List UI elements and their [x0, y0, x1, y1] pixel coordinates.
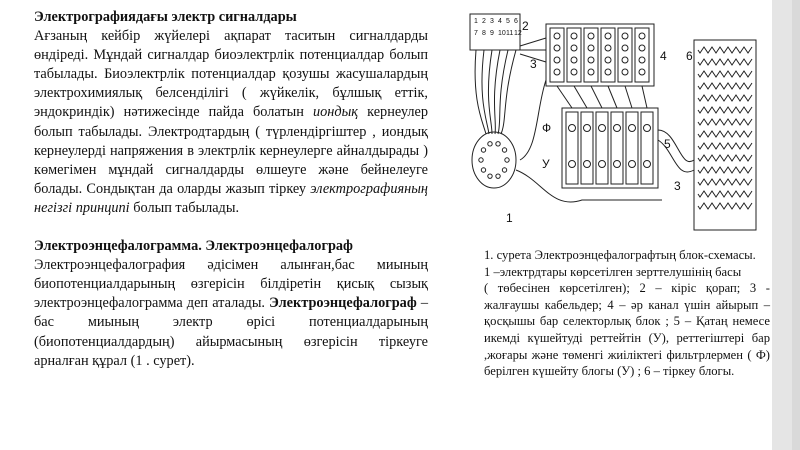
selector-switch — [639, 45, 645, 51]
eeg-trace — [698, 119, 752, 125]
right-edge-accent — [792, 0, 800, 450]
electrode — [502, 148, 506, 152]
amplifier-channel — [626, 112, 638, 184]
label-1: 1 — [506, 211, 513, 225]
amplifier-channel — [566, 112, 578, 184]
selector-switch — [588, 45, 594, 51]
filter-knob — [614, 125, 621, 132]
selector-switch — [571, 69, 577, 75]
selector-switch — [605, 33, 611, 39]
caption-items-rest: ( төбесінен көрсетілген); 2 – кіріс қорап; 3 - жалғаушы кабельдер; 4 – әр канал үшін айырып –қосқышы бар селекторлық блок ; 5 – Қатаң немесе икемді күшейтуді реттейтін (У), реттегіштері бар ,жоғары және төменгі жиіліктегі фильтрлермен ( Ф) берілген күшейту блогы (У) ; 6 – тіркеу блогы. — [484, 281, 770, 379]
selector-switch — [605, 69, 611, 75]
input-box-number: 6 — [514, 18, 518, 25]
eeg-block-diagram — [462, 10, 762, 235]
head-to-selector-wire — [520, 80, 546, 160]
input-box-number: 10 — [498, 30, 506, 37]
eeg-trace — [698, 59, 752, 65]
input-box-number: 9 — [490, 30, 494, 37]
filter-knob — [584, 125, 591, 132]
selector-switch — [588, 57, 594, 63]
selector-switch — [639, 69, 645, 75]
selector-switch — [639, 57, 645, 63]
electrode — [502, 168, 506, 172]
electrode-wire — [482, 50, 489, 134]
eeg-trace — [698, 95, 752, 101]
paragraph-biopotentials-part3: болып табылады. — [129, 199, 240, 216]
paragraph-biopotentials-part2: кернеулер болып табылады. Электродтардың ( түрлендіргіштер , иондық кернеулерді напряжения в электрлік кернеулерге айналдырады ) көмегімен мұндай сигналдарды өлшеуге және бейнелеуге болады. Сондықтан да оларды жазып тіркеу — [34, 104, 428, 197]
filter-knob — [644, 125, 651, 132]
paragraph-eeg-part1: Электроэнцефалография әдісімен алынған,бас миының биопотенциалдарының өзгерісін білдіретін қисық сызық электроэнцефалограмма деп аталады. — [34, 257, 428, 312]
label-3a: 3 — [530, 57, 537, 71]
selector-to-amplifier — [557, 86, 572, 108]
eeg-trace — [698, 107, 752, 113]
caption-title: 1. сурета Электроэнцефалографтың блок-схемасы. — [484, 248, 756, 262]
selector-channel — [618, 28, 632, 82]
selector-switch — [571, 45, 577, 51]
gain-knob — [614, 161, 621, 168]
electrode — [505, 158, 509, 162]
gain-knob — [569, 161, 576, 168]
selector-channel — [584, 28, 598, 82]
electrode — [488, 142, 492, 146]
electrode — [496, 174, 500, 178]
eeg-trace — [698, 155, 752, 161]
selector-switch — [554, 57, 560, 63]
gain-knob — [629, 161, 636, 168]
label-5: 5 — [664, 137, 671, 151]
heading-eeg: Электроэнцефалограмма. Электроэнцефалограф — [34, 238, 353, 255]
ionic-term: иондық — [313, 104, 358, 121]
selector-switch — [605, 45, 611, 51]
selector-channel — [635, 28, 649, 82]
selector-to-amplifier — [591, 86, 602, 108]
input-box-number: 2 — [482, 18, 486, 25]
electrode-wire — [501, 50, 516, 134]
amplifier-channel — [611, 112, 623, 184]
left-text-column — [34, 8, 428, 371]
input-box-number: 3 — [490, 18, 494, 25]
selector-switch — [622, 57, 628, 63]
electrography-principle-term: электрографияның негізгі принципі — [34, 180, 428, 216]
amplifier-channel — [641, 112, 653, 184]
selector-block-4 — [546, 24, 654, 86]
figure-caption — [484, 247, 770, 380]
selector-switch — [605, 57, 611, 63]
electrode — [496, 142, 500, 146]
input-box-number: 11 — [506, 30, 514, 37]
electrode — [481, 148, 485, 152]
label-u: У — [542, 157, 550, 171]
filter-knob — [599, 125, 606, 132]
gain-knob — [599, 161, 606, 168]
selector-switch — [622, 69, 628, 75]
electrode-wire — [498, 50, 508, 134]
eeg-trace — [698, 47, 752, 53]
heading-electrography-signals: Электрографиядағы электр сигналдары — [34, 9, 297, 25]
selector-switch — [622, 33, 628, 39]
eeg-trace — [698, 143, 752, 149]
input-box-number: 7 — [474, 30, 478, 37]
input-box-number: 8 — [482, 30, 486, 37]
selector-switch — [588, 33, 594, 39]
label-3b: 3 — [674, 179, 681, 193]
paragraph-biopotentials-part1: Ағзаның кейбір жүйелері ақпарат таситын сигналдарды өндіреді. Мұндай сигналдар биоэлектрлік потенциалдар болып табылады. Биоэлектрлік потенциалдар қозушы жасушалардың электрохимиялық белсенділігі ( жүйкелік, бұлшық еттік, эндокриндік) нәтижесінде пайда болатын — [34, 28, 428, 121]
label-4: 4 — [660, 49, 667, 63]
input-box-number: 5 — [506, 18, 510, 25]
paragraph-eeg-part2: –бас миының электр өрісі потенциалдарының (биопотенциалдардың) айырмасының өзгерісін тіркеуге арналған құрал (1 . сурет). — [34, 295, 428, 369]
electrode — [488, 174, 492, 178]
electrode-wire — [475, 50, 486, 134]
label-6: 6 — [686, 49, 693, 63]
eeg-trace — [698, 71, 752, 77]
eeg-device-term: Электроэнцефалограф — [269, 295, 417, 312]
selector-switch — [554, 45, 560, 51]
selector-switch — [554, 69, 560, 75]
caption-item-1: 1 –электрдтары көрсетілген зерттелушінің басы — [484, 264, 742, 279]
gain-knob — [584, 161, 591, 168]
paragraph-eeg-definition — [34, 256, 428, 371]
filter-knob — [629, 125, 636, 132]
selector-switch — [622, 45, 628, 51]
eeg-trace — [698, 203, 752, 209]
selector-channel — [567, 28, 581, 82]
label-2: 2 — [522, 19, 529, 33]
electrode — [481, 168, 485, 172]
selector-switch — [639, 33, 645, 39]
filter-knob — [569, 125, 576, 132]
input-box-number: 4 — [498, 18, 502, 25]
amplifier-block-5 — [562, 108, 658, 188]
selector-channel — [601, 28, 615, 82]
selector-switch — [571, 33, 577, 39]
selector-to-amplifier — [608, 86, 617, 108]
eeg-trace — [698, 179, 752, 185]
amplifier-channel — [596, 112, 608, 184]
eeg-trace — [698, 167, 752, 173]
selector-to-amplifier — [625, 86, 632, 108]
head-bottom-wire — [516, 170, 662, 202]
input-box-number: 1 — [474, 18, 478, 25]
electrode — [479, 158, 483, 162]
selector-to-amplifier — [642, 86, 647, 108]
gain-knob — [644, 161, 651, 168]
input-box-number: 12 — [514, 30, 522, 37]
selector-switch — [588, 69, 594, 75]
electrode-wire — [488, 50, 492, 134]
selector-switch — [554, 33, 560, 39]
amplifier-channel — [581, 112, 593, 184]
selector-switch — [571, 57, 577, 63]
paragraph-biopotentials — [34, 27, 428, 218]
label-phi: Ф — [542, 121, 552, 135]
spacer — [34, 218, 428, 237]
eeg-trace — [698, 83, 752, 89]
eeg-trace — [698, 131, 752, 137]
selector-to-amplifier — [574, 86, 587, 108]
selector-channel — [550, 28, 564, 82]
eeg-trace — [698, 191, 752, 197]
